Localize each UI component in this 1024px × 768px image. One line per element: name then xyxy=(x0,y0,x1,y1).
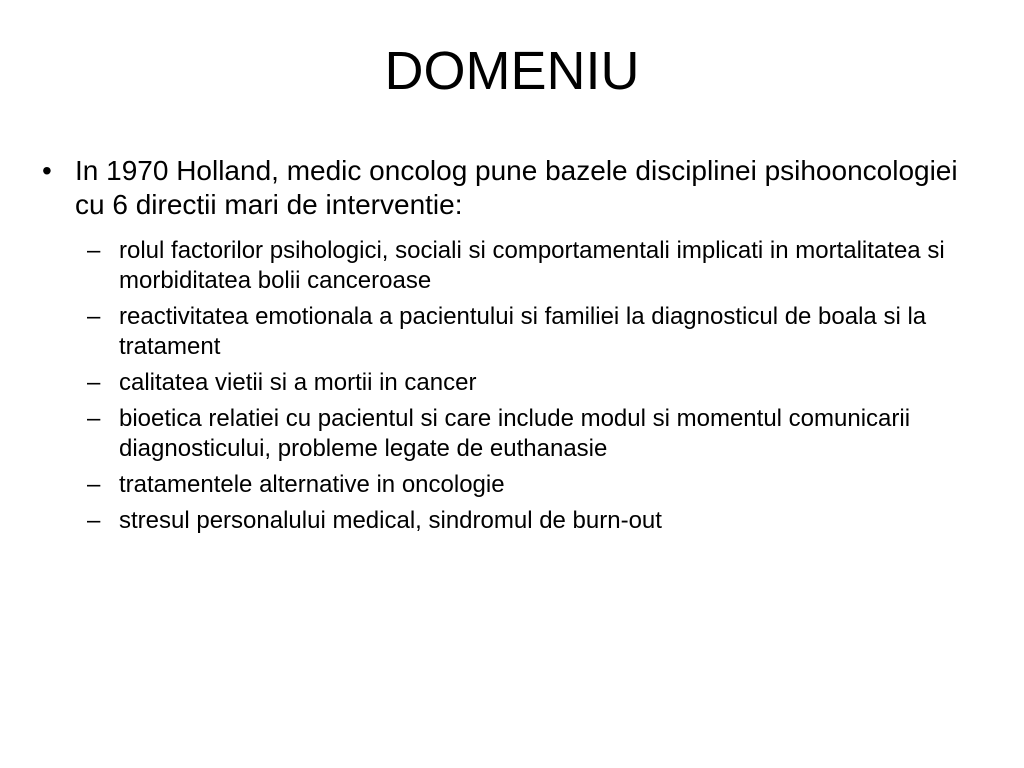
main-bullet xyxy=(39,154,979,222)
sub-bullet-item xyxy=(87,236,967,296)
dash-marker: – xyxy=(87,303,101,330)
sub-bullet-item xyxy=(87,506,967,536)
sub-bullet-text: rolul factorilor psihologici, sociali si comportamentali implicati in mortalitatea si morbiditatea bolii canceroase xyxy=(119,237,945,294)
sub-bullet-item xyxy=(87,368,967,398)
slide-title: DOMENIU xyxy=(384,41,640,101)
sub-bullet-list xyxy=(87,236,967,542)
sub-bullet-item xyxy=(87,302,967,362)
sub-bullet-text: bioetica relatiei cu pacientul si care include modul si momentul comunicarii diagnosticului, probleme legate de euthanasie xyxy=(119,405,911,462)
sub-bullet-text: reactivitatea emotionala a pacientului si familiei la diagnosticul de boala si la tratament xyxy=(119,303,927,360)
dash-marker: – xyxy=(87,471,101,498)
dash-marker: – xyxy=(87,507,101,534)
dash-marker: – xyxy=(87,369,101,396)
dash-marker: – xyxy=(87,237,101,264)
main-bullet-text: In 1970 Holland, medic oncolog pune bazele disciplinei psihooncologiei cu 6 directii mari de interventie: xyxy=(75,155,958,220)
dash-marker: – xyxy=(87,405,101,432)
bullet-marker: • xyxy=(42,155,52,186)
sub-bullet-text: tratamentele alternative in oncologie xyxy=(119,471,505,498)
sub-bullet-item xyxy=(87,404,967,464)
sub-bullet-item xyxy=(87,470,967,500)
sub-bullet-text: stresul personalului medical, sindromul de burn-out xyxy=(119,507,662,534)
sub-bullet-text: calitatea vietii si a mortii in cancer xyxy=(119,369,477,396)
